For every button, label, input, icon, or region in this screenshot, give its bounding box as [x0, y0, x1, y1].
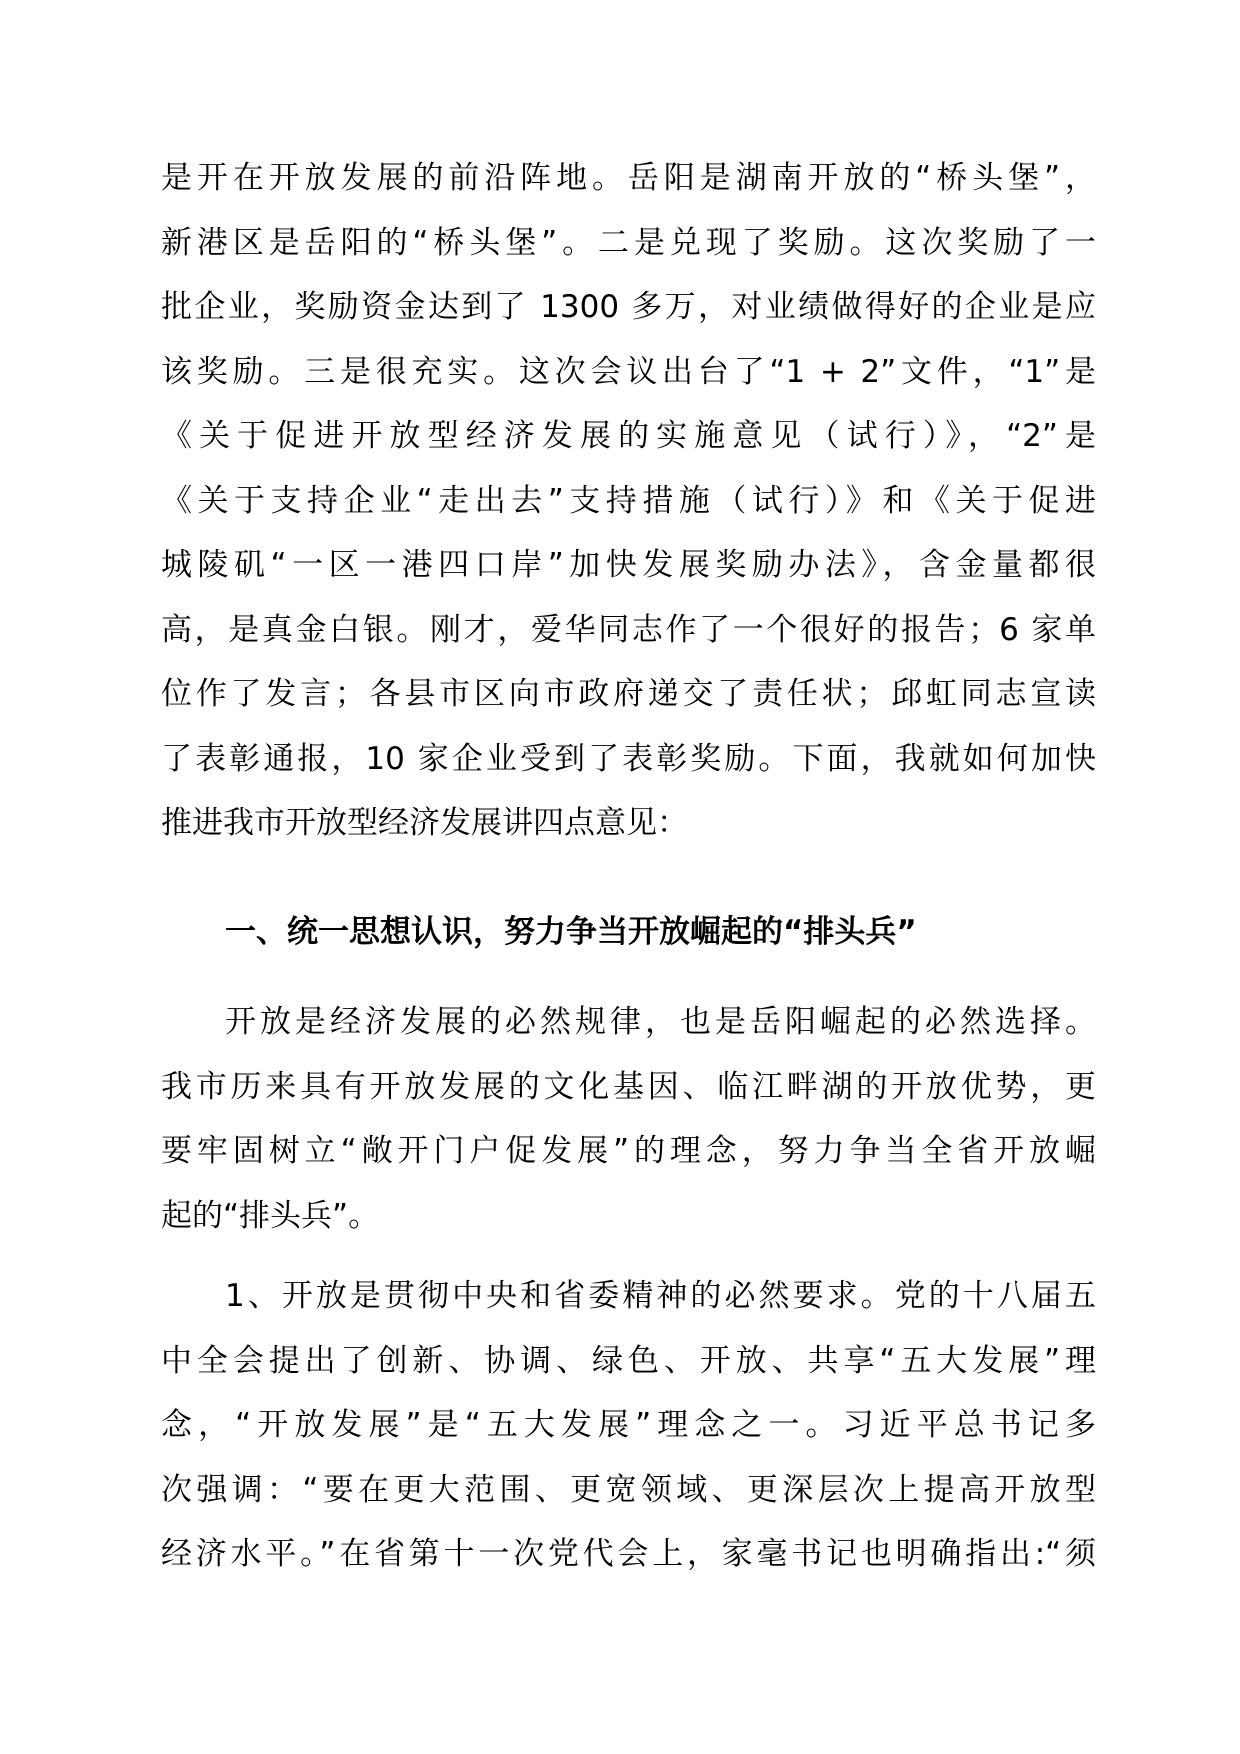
text-line: 我市历来具有开放发展的文化基因、临江畔湖的开放优势，更 [161, 1068, 1096, 1105]
text-line: 该奖励。三是很充实。这次会议出台了“1 + 2”文件，“1”是 [161, 353, 1096, 390]
text-line: 起的“排头兵”。 [161, 1197, 380, 1234]
text-line: 念，“开放发展”是“五大发展”理念之一。习近平总书记多 [161, 1407, 1096, 1443]
text-line: 中全会提出了创新、协调、绿色、开放、共享“五大发展”理 [161, 1342, 1096, 1379]
text-line: 次强调：“要在更大范围、更宽领域、更深层次上提高开放型 [161, 1471, 1096, 1508]
text-line: 1、开放是贯彻中央和省委精神的必然要求。党的十八届五 [225, 1278, 1096, 1314]
text-line: 了表彰通报，10 家企业受到了表彰奖励。下面，我就如何加快 [161, 740, 1096, 777]
text-line: 新港区是岳阳的“桥头堡”。二是兑现了奖励。这次奖励了一 [161, 224, 1096, 261]
text-line: 经济水平。”在省第十一次党代会上，家毫书记也明确指出:“须 [161, 1536, 1096, 1572]
paragraph-opening [161, 990, 1096, 1248]
section-heading [161, 900, 1096, 965]
text-line: 要牢固树立“敞开门户促发展”的理念，努力争当全省开放崛 [161, 1133, 1096, 1169]
text-line: 高，是真金白银。刚才，爱华同志作了一个很好的报告；6 家单 [161, 611, 1096, 648]
text-line: 批企业，奖励资金达到了 1300 多万，对业绩做得好的企业是应 [161, 289, 1096, 325]
paragraph-intro [161, 146, 1096, 856]
text-line: 推进我市开放型经济发展讲四点意见： [161, 805, 688, 841]
text-line: 是开在开放发展的前沿阵地。岳阳是湖南开放的“桥头堡”， [161, 160, 1096, 196]
text-line: 《关于促进开放型经济发展的实施意见（试行）》，“2”是 [161, 418, 1096, 454]
paragraph-point-1 [161, 1264, 1096, 1587]
heading-text: 一、统一思想认识，努力争当开放崛起的“排头兵” [225, 914, 917, 950]
text-line: 《关于支持企业“走出去”支持措施（试行）》和《关于促进 [161, 482, 1096, 519]
text-line: 位作了发言；各县市区向市政府递交了责任状；邱虹同志宣读 [161, 676, 1096, 712]
text-line: 城陵矶“一区一港四口岸”加快发展奖励办法》，含金量都很 [161, 547, 1096, 583]
text-line: 开放是经济发展的必然规律，也是岳阳崛起的必然选择。 [225, 1004, 1096, 1040]
